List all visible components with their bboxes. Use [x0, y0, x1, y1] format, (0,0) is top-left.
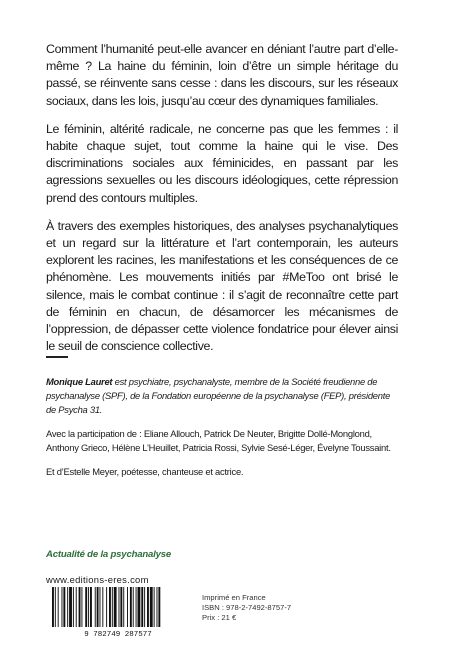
barcode-bar [67, 587, 68, 627]
barcode-bar [120, 587, 122, 627]
participants: Avec la participation de : Eliane Allouch, Patrick De Neuter, Brigitte Dollé-Monglond, Anthony Grieco, Hélène L’Heuillet, Patricia Rossi, Sylvie Sesé-Léger, Évelyne Toussaint. [46, 428, 391, 453]
extra-participant: Et d’Estelle Meyer, poétesse, chanteuse et actrice. [46, 466, 244, 477]
barcode-bar [158, 587, 160, 627]
barcode-bar [62, 587, 63, 627]
barcode-bar [154, 587, 155, 627]
barcode-bar [88, 587, 89, 627]
barcode-bar [157, 587, 158, 627]
barcode-bar [147, 587, 149, 627]
barcode-bar [136, 587, 137, 627]
barcode-bar [58, 587, 59, 627]
barcode-bar [123, 587, 124, 627]
barcode-bar [119, 587, 120, 627]
author-role: est psychiatre, psychanalyste, membre de la Société freudienne de psychanalyse (SPF), de la Fondation européenne de la psychanalyse (FEP), présidente de Psycha 31. [46, 376, 391, 415]
barcode-bar [95, 587, 96, 627]
barcode-bar [63, 587, 65, 627]
barcode-bar [81, 587, 82, 627]
barcode-digits: 9 782749 287577 [84, 631, 152, 637]
author-bio [46, 375, 398, 489]
summary-paragraph: Le féminin, altérité radicale, ne concerne pas que les femmes : il habite chaque sujet, tout comme la haine qui le vise. Des discriminations sociales aux féminicides, en passant par les agressions sexuelles ou les discours idéologiques, cette répression prend des contours multiples. [46, 121, 398, 205]
publisher-website[interactable]: www.editions-eres.com [46, 574, 149, 585]
price: Prix : 21 € [202, 613, 237, 622]
printed-in: Imprimé en France [202, 593, 266, 602]
collection-name: Actualité de la psychanalyse [46, 549, 172, 560]
author-name: Monique Lauret [46, 376, 113, 387]
barcode-bar [76, 587, 77, 627]
barcode-bar [106, 587, 107, 627]
barcode-bar [100, 587, 101, 627]
imprint-info [202, 593, 291, 623]
barcode-bar [55, 587, 56, 627]
barcode-bar [69, 587, 72, 627]
barcode-bar [130, 587, 132, 627]
barcode [46, 587, 190, 637]
barcode-bar [144, 587, 145, 627]
barcode-bar [97, 587, 99, 627]
back-cover-summary [46, 41, 398, 366]
barcode-bar [85, 587, 87, 627]
barcode-bar [73, 587, 74, 627]
barcode-bar [79, 587, 81, 627]
barcode-bar [52, 587, 54, 627]
summary-paragraph: Comment l’humanité peut-elle avancer en déniant l’autre part d’elle-même ? La haine du féminin, loin d’être un simple héritage du passé, se réinvente sans cesse : dans les discours, sur les réseaux sociaux, dans les lois, jusqu’au cœur des dynamiques familiales. [46, 42, 398, 108]
barcode-bar [109, 587, 111, 627]
summary-paragraph: À travers des exemples historiques, des analyses psychanalytiques et un regard sur la littérature et l’art contemporain, les auteurs explorent les racines, les manifestations et les conséquences de ce phénomène. Les mouvements initiés par #MeToo ont brisé le silence, mais le combat continue : il s’agit de reconnaître cette part de féminin en chacun, de désamorcer les mécanismes de l’oppression, de dépasser cette violence fondatrice pour élever ainsi le seuil de conscience collective. [46, 218, 398, 354]
barcode-bar [114, 587, 117, 627]
author-description [46, 375, 398, 417]
barcode-bar [138, 587, 141, 627]
barcode-bar [102, 587, 103, 627]
section-divider [46, 356, 68, 358]
barcode-bar [150, 587, 153, 627]
barcode-bar [112, 587, 113, 627]
barcode-bar [90, 587, 92, 627]
isbn: ISBN : 978-2-7492-8757-7 [202, 603, 292, 612]
barcode-bar [133, 587, 134, 627]
barcode-bar [127, 587, 128, 627]
barcode-bar [141, 587, 143, 627]
